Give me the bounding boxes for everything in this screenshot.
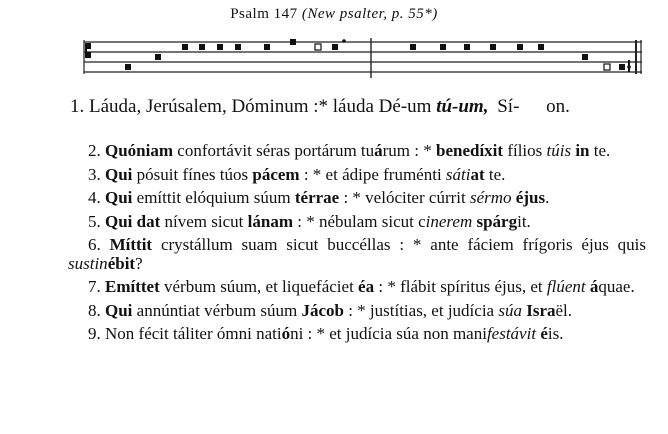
psalter-reference: (New psalter, p. 55*) <box>301 6 438 22</box>
verse-text: : * nébulam sicut c <box>292 211 426 231</box>
verse-text: sustin <box>68 253 108 273</box>
do-clef-icon <box>85 43 91 58</box>
verse-text: ébit <box>107 253 136 273</box>
verse-text: térrae <box>294 188 340 207</box>
verse-text: is. <box>547 324 564 343</box>
verse-text: Qui <box>105 164 133 184</box>
verse-text: é <box>536 324 548 343</box>
verse-text: Qui <box>105 300 133 320</box>
verse-text: confortávit séras portárum tu <box>173 141 375 160</box>
verse-3 <box>68 166 646 185</box>
verse-9 <box>68 325 646 344</box>
verse-text: . <box>545 188 550 207</box>
first-verse-text-b: Sí- <box>497 96 520 117</box>
verse-text: emíttit elóquium súum <box>132 188 295 207</box>
verse-number: 4. <box>88 188 105 207</box>
verse-text: : * flábit spíritus éjus, et <box>374 277 547 296</box>
verse-text: sáti <box>445 164 471 184</box>
verse-text: Qui <box>105 188 133 207</box>
verse-2 <box>68 142 646 161</box>
verse-text: súa <box>498 300 522 320</box>
verse-number: 3. <box>88 164 105 184</box>
verse-text: crystállum suam sicut buccéllas : * ante fáciem frígoris éjus quis <box>152 235 647 254</box>
verse-text: te. <box>589 141 611 160</box>
verse-text: at <box>470 164 485 184</box>
neumes <box>125 39 631 72</box>
first-verse-italic: tú-um, <box>436 96 489 117</box>
verse-text: vérbum súum, et liquefáciet <box>159 277 359 296</box>
verse-text: Qui dat <box>105 211 161 231</box>
first-verse-number: 1. <box>70 96 85 117</box>
verse-text: sérmo <box>469 188 512 207</box>
verse-text: ó <box>281 324 291 343</box>
verse-text: : * velóciter cúrrit <box>339 188 470 207</box>
verse-number: 6. <box>88 235 110 254</box>
psalm-number: Psalm 147 <box>230 6 298 22</box>
verse-text: Quóniam <box>105 141 174 160</box>
verse-8 <box>68 302 646 321</box>
verse-text: á <box>585 277 599 296</box>
verse-text: éa <box>358 277 375 296</box>
first-verse <box>70 96 570 118</box>
verse-text: ? <box>135 253 143 273</box>
verse-text: inerem <box>425 211 473 231</box>
verse-number: 5. <box>88 211 105 231</box>
verse-text: annúntiat vérbum súum <box>132 300 302 320</box>
verse-text: flúent <box>546 277 586 296</box>
verse-text: it. <box>517 211 531 231</box>
verse-text: Non fécit táliter ómni nati <box>105 324 282 343</box>
verse-7 <box>68 278 646 297</box>
verse-text: : * et ádipe fruménti <box>299 164 446 184</box>
psalm-verses <box>68 142 646 349</box>
verse-text: : * justítias, et judícia <box>343 300 499 320</box>
verse-text: pácem <box>252 164 300 184</box>
first-verse-text: Láuda, Jerúsalem, Dóminum :* láuda Dé-um <box>89 96 432 117</box>
verse-number: 2. <box>88 141 105 160</box>
verse-text: Jácob <box>301 300 344 320</box>
verse-text: ni : * et judícia súa non mani <box>290 324 487 343</box>
verse-number: 9. <box>88 324 105 343</box>
verse-5 <box>68 213 646 232</box>
verse-text: benedíxit <box>436 141 504 160</box>
verse-text: quae. <box>598 277 635 296</box>
verse-text: pósuit fínes túos <box>132 164 253 184</box>
verse-text: éjus <box>511 188 546 207</box>
verse-text: lánam <box>247 211 293 231</box>
verse-text: nívem sicut <box>160 211 248 231</box>
verse-text: Isra <box>521 300 556 320</box>
verse-text: rum : * <box>382 141 436 160</box>
verse-4 <box>68 189 646 208</box>
verse-text: Míttit <box>109 235 153 254</box>
verse-number: 7. <box>88 277 105 296</box>
verse-6 <box>68 236 646 273</box>
verse-text: festávit <box>486 324 537 343</box>
first-verse-text-c: on. <box>546 96 570 117</box>
verse-text: spárg <box>472 211 518 231</box>
verse-text: fílios <box>503 141 547 160</box>
chant-staff <box>0 30 668 92</box>
psalm-title <box>0 6 668 23</box>
verse-number: 8. <box>88 300 105 320</box>
verse-text: Emíttet <box>105 277 160 296</box>
verse-text: te. <box>484 164 506 184</box>
verse-text: túis <box>546 141 572 160</box>
verse-text: in <box>571 141 590 160</box>
verse-text: ël. <box>555 300 573 320</box>
verse-text: á <box>374 141 383 160</box>
